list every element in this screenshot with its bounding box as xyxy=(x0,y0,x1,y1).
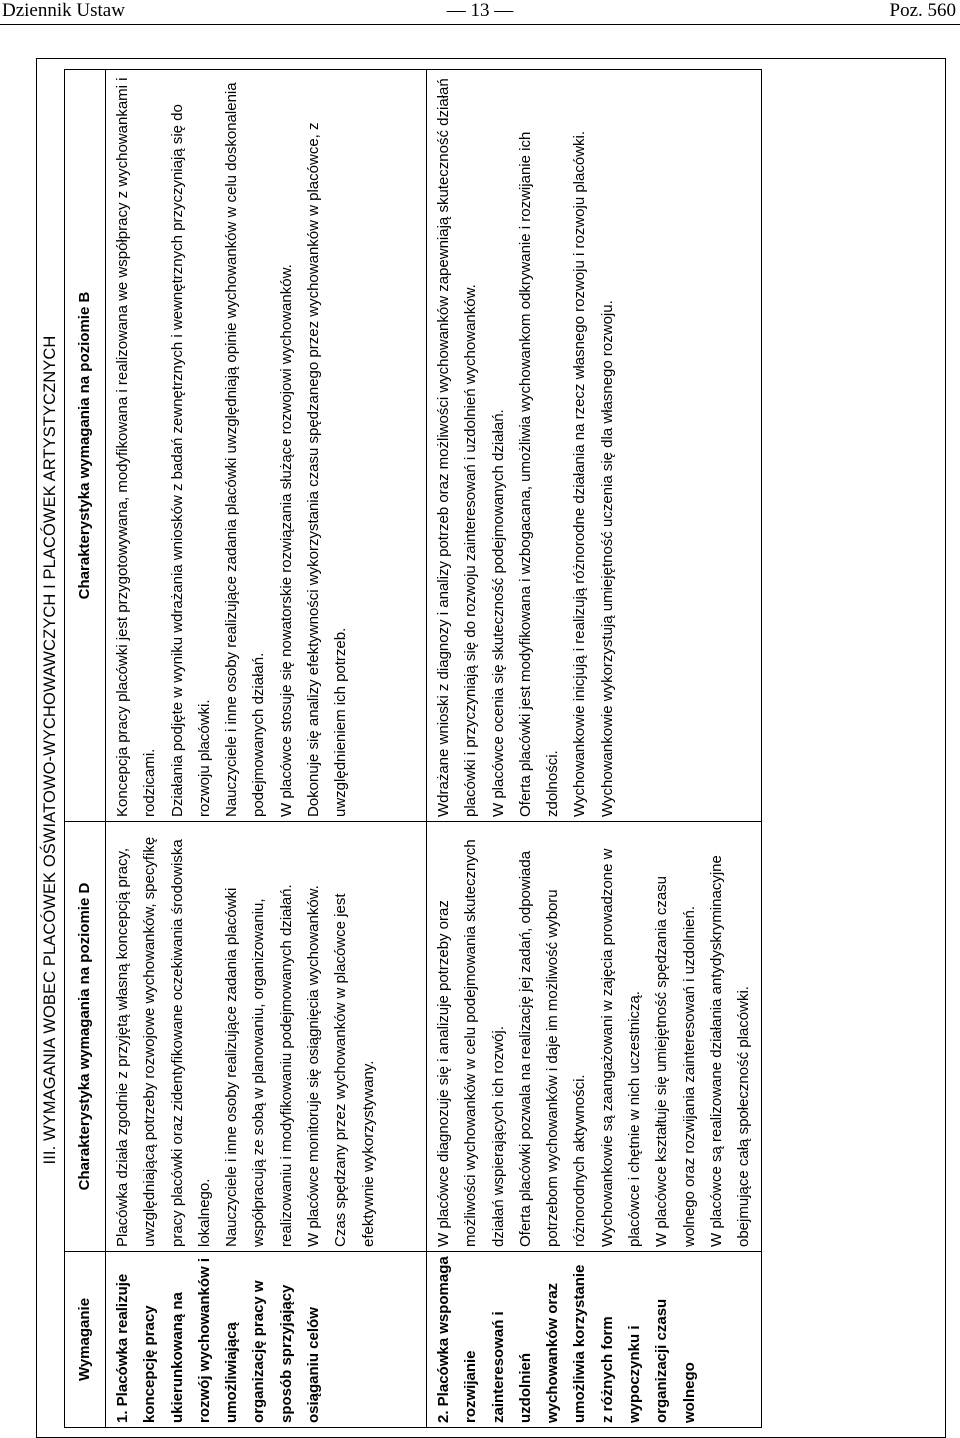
level-d-cell xyxy=(427,822,762,1252)
level-b-cell xyxy=(106,70,427,822)
level-b-item: Nauczyciele i inne osoby realizujące zadania placówki uwzględniają opinie wychowanków w celu doskonalenia podejmowanych działań. xyxy=(223,82,268,817)
level-d-item: Wychowankowie są zaangażowani w zajęcia prowadzone w placówce i chętnie w nich uczestniczą. xyxy=(598,848,644,1247)
level-b-item: Koncepcja pracy placówki jest przygotowywana, modyfikowana i realizowana we współpracy z wychowankami i rodzicami. xyxy=(114,77,159,817)
level-b-item: Oferta placówki jest modyfikowana i wzbogacana, umożliwia wychowankom odkrywanie i rozwijanie ich zdolności. xyxy=(516,131,562,817)
level-b-cell xyxy=(427,70,762,822)
requirement-cell: 2. Placówka wspomaga rozwijanie zainteresowań i uzdolnień wychowanków oraz umożliwia korzystanie z różnych form wypoczynku i organizacji czasu wolnego xyxy=(427,1252,762,1428)
position-number: Poz. 560 xyxy=(889,0,956,21)
header-rule xyxy=(0,24,960,25)
level-b-item: Działania podjęte w wyniku wdrażania wniosków z badań zewnętrznych i wewnętrznych przyczyniają się do rozwoju placówki. xyxy=(168,104,213,817)
level-b-item: Wdrażane wnioski z diagnozy i analizy potrzeb oraz możliwości wychowanków zapewniają skuteczność działań placówki i przyczyniają się do rozwoju zainteresowań i uzdolnień wychowanków. xyxy=(435,78,480,817)
table-row xyxy=(106,70,427,1428)
table-header-row xyxy=(65,70,106,1428)
header-requirement: Wymaganie xyxy=(65,1252,106,1428)
header-level-b: Charakterystyka wymagania na poziomie B xyxy=(65,70,106,822)
level-d-item: W placówce diagnozuje się i analizuje potrzeby oraz możliwości wychowanków w celu podejmowania skutecznych działań wspierających ich rozwój. xyxy=(435,839,507,1247)
requirement-cell: 1. Placówka realizuje koncepcję pracy ukierunkowaną na rozwój wychowanków i umożliwiającą organizację pracy w sposób sprzyjający osiąganiu celów xyxy=(106,1252,427,1428)
level-b-item: Dokonuje się analizy efektywności wykorzystania czasu spędzanego przez wychowanków w placówce, z uwzględnieniem ich potrzeb. xyxy=(305,122,350,817)
level-d-item: Czas spędzany przez wychowanków w placówce jest efektywnie wykorzystywany. xyxy=(332,893,377,1247)
table-title: III. WYMAGANIA WOBEC PLACÓWEK OŚWIATOWO-WYCHOWAWCZYCH I PLACÓWEK ARTYSTYCZNYCH xyxy=(41,335,59,1165)
table-row xyxy=(427,70,762,1428)
level-d-cell xyxy=(106,822,427,1252)
page-number: — 13 — xyxy=(446,0,514,21)
level-b-item: W placówce ocenia się skuteczność podejmowanych działań. xyxy=(489,409,507,817)
level-d-item: W placówce są realizowane działania antydyskryminacyjne obejmujące całą społeczność placówki. xyxy=(707,855,753,1247)
level-d-item: Oferta placówki pozwala na realizację jej zadań, odpowiada potrzebom wychowanków i daje im możliwość wyboru różnorodnych aktywności. xyxy=(516,850,589,1247)
level-d-item: Placówka działa zgodnie z przyjętą własną koncepcją pracy, uwzględniającą potrzeby rozwojowe wychowanków, specyfikę pracy placówki oraz zidentyfikowane oczekiwania środowiska lokalnego. xyxy=(114,836,213,1247)
rotated-table-container xyxy=(36,58,946,1438)
level-b-item: Wychowankowie wykorzystują umiejętność uczenia się dla własnego rozwoju. xyxy=(598,300,616,817)
requirements-table xyxy=(64,69,762,1428)
page-header xyxy=(0,0,960,26)
level-d-item: W placówce kształtuje się umiejętność spędzania czasu wolnego oraz rozwijania zainteresowań i uzdolnień. xyxy=(653,875,698,1247)
level-d-item: W placówce monitoruje się osiągnięcia wychowanków. xyxy=(305,885,323,1247)
level-b-item: W placówce stosuje się nowatorskie rozwiązania służące rozwojowi wychowanków. xyxy=(277,264,295,817)
level-b-item: Wychowankowie inicjują i realizują różnorodne działania na rzecz własnego rozwoju i rozwoju placówki. xyxy=(571,130,589,817)
header-level-d: Charakterystyka wymagania na poziomie D xyxy=(65,822,106,1252)
journal-name: Dziennik Ustaw xyxy=(2,0,125,21)
level-d-item: Nauczyciele i inne osoby realizujące zadania placówki współpracują ze sobą w planowaniu, organizowaniu, realizowaniu i modyfikowaniu podejmowanych działań. xyxy=(223,884,295,1247)
